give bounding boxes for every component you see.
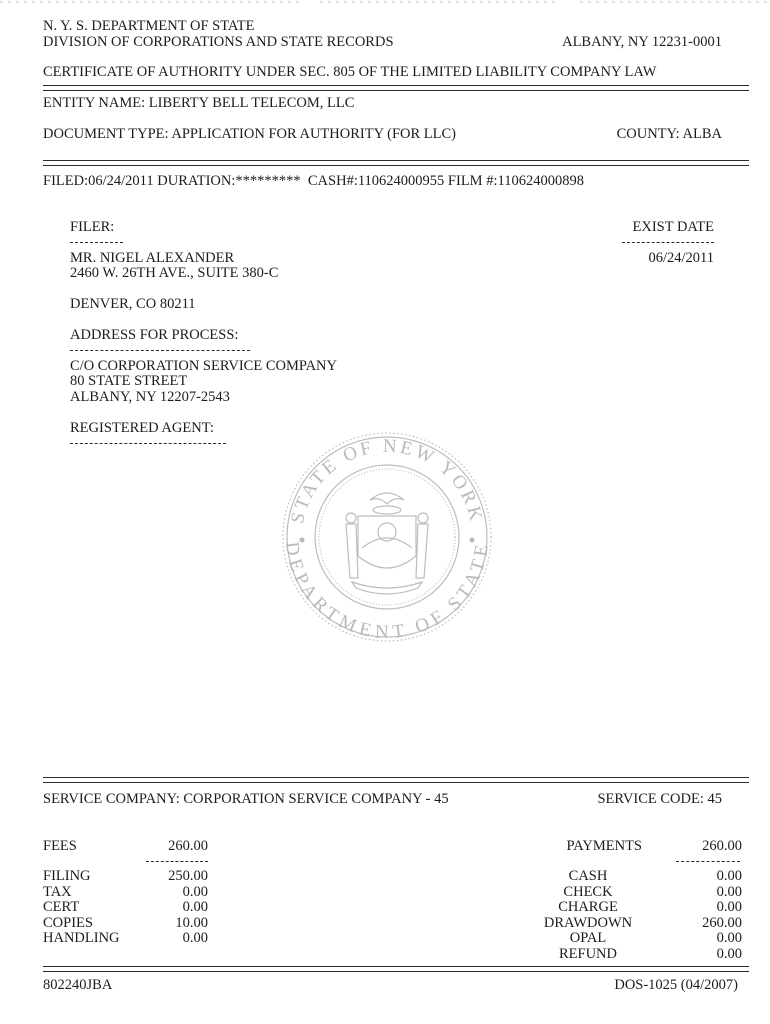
payments-heading: PAYMENTS [566,838,642,854]
service-code: SERVICE CODE: 45 [597,791,722,807]
process-line-2: 80 STATE STREET [70,373,188,389]
entity-name: ENTITY NAME: LIBERTY BELL TELECOM, LLC [43,95,355,111]
double-rule [43,160,749,166]
form-number: DOS-1025 (04/2007) [614,977,738,993]
payment-value: 0.00 [716,899,742,915]
division-name: DIVISION OF CORPORATIONS AND STATE RECORDS [43,34,394,50]
fees-heading: FEES [43,838,77,854]
fee-label: CERT [43,899,80,915]
department-name: N. Y. S. DEPARTMENT OF STATE [43,18,255,34]
dash-underline [146,861,208,862]
fee-value: 250.00 [168,868,208,884]
double-rule [43,966,749,972]
payments-total: 260.00 [702,838,742,854]
fee-label: COPIES [43,915,93,931]
fee-value: 0.00 [182,884,208,900]
payment-value: 260.00 [702,915,742,931]
payment-label: OPAL [569,930,607,946]
process-heading: ADDRESS FOR PROCESS: [70,327,239,343]
filer-name: MR. NIGEL ALEXANDER [70,250,235,266]
fees-total: 260.00 [168,838,208,854]
filer-street: 2460 W. 26TH AVE., SUITE 380-C [70,265,279,281]
dash-underline [622,242,714,243]
payment-value: 0.00 [716,884,742,900]
fee-label: TAX [43,884,72,900]
dash-underline [70,350,250,351]
document-type: DOCUMENT TYPE: APPLICATION FOR AUTHORITY (FOR LLC) [43,126,457,142]
payment-value: 0.00 [716,946,742,962]
filing-line: FILED:06/24/2011 DURATION:********* CASH#:110624000955 FILM #:110624000898 [43,173,584,189]
seal-text-bottom: DEPARTMENT OF STATE [280,540,494,644]
filer-heading: FILER: [70,219,115,235]
state-seal [278,428,496,646]
agent-heading: REGISTERED AGENT: [70,420,214,436]
scan-noise [0,0,770,6]
department-address: ALBANY, NY 12231-0001 [562,34,722,50]
footer-code: 802240JBA [43,977,113,993]
payment-label: DRAWDOWN [543,915,633,931]
process-line-1: C/O CORPORATION SERVICE COMPANY [70,358,338,374]
payment-label: CASH [568,868,608,884]
fee-label: HANDLING [43,930,120,946]
certificate-title: CERTIFICATE OF AUTHORITY UNDER SEC. 805 OF THE LIMITED LIABILITY COMPANY LAW [43,64,657,80]
fee-value: 0.00 [182,899,208,915]
seal-text-top: STATE OF NEW YORK [287,435,487,526]
payment-label: CHARGE [558,899,618,915]
payment-label: CHECK [563,884,613,900]
service-company: SERVICE COMPANY: CORPORATION SERVICE COMPANY - 45 [43,791,449,807]
payment-value: 0.00 [716,930,742,946]
double-rule [43,85,749,91]
fee-value: 10.00 [175,915,208,931]
double-rule [43,777,749,783]
payment-value: 0.00 [716,868,742,884]
dash-underline [676,861,740,862]
exist-date-heading: EXIST DATE [632,219,714,235]
fee-label: FILING [43,868,91,884]
fee-value: 0.00 [182,930,208,946]
county: COUNTY: ALBA [616,126,722,142]
exist-date-value: 06/24/2011 [648,250,714,266]
dash-underline [70,242,123,243]
filer-city: DENVER, CO 80211 [70,296,196,312]
process-line-3: ALBANY, NY 12207-2543 [70,389,230,405]
svg-text:DEPARTMENT OF STATE [281,541,493,644]
svg-text:STATE OF NEW YORK [287,436,487,526]
dash-underline [70,443,226,444]
payment-label: REFUND [558,946,617,962]
